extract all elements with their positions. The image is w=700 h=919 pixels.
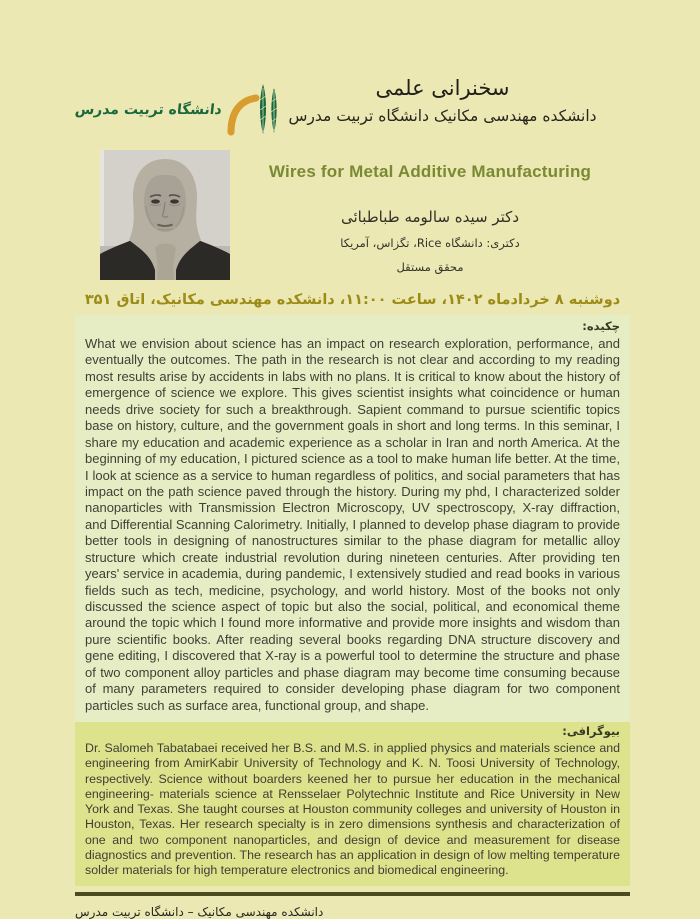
abstract-text: What we envision about science has an impact on research exploration, performance, and eventually the outcomes. The path in the research is not clear and according to my reading most results arise by accidents in labs with no plans. It is critical to know about the history of emergence of science we explore. This gives scientist insights what coincidence or human needs drive society for such a breakthrough. Sapient command to pursue scientific topics base on history, culture, and the government goals in short and long terms. In this seminar, I share my education and academic experience as a scholar in Iran and north America. At the beginning of my education, I pictured science as a tool to make human life better. At the time, I look at science as a service to human regardless of politics, and social parameters that has impact on the path science paved through the history. During my phd, I characterized solder nanoparticles with Transmission Electron Microscopy, UV spectroscopy, X-ray diffraction, and Differential Scanning Calorimetry. Initially, I planned to develop phase diagram to provide better tools in designing of nanostructures similar to the phase diagram for metallic alloy structure which create industrial revolution during nineteen centuries. After providing ten years' service in academia, during pandemic, I extensively studied and read books in various fields such as tech, medicine, psychology, and world history. Most of the books not only discussed the science aspect of topic but also the social, political, and economical theme around the topic which I found more informative and provide more insights and wisdom than pure scientific books. After reading several books regarding DNA structure discovery and gene editing, I discovered that X-ray is a powerful tool to determine the structure and phase of two component alloy particles and phase diagram may become time consuming because of many parameters required to consider developing phase diagram for two component particles such as surface area, functional group, and shape. (85, 336, 620, 713)
speaker-photo (100, 150, 230, 280)
abstract-label: چکیده: (582, 319, 620, 333)
speaker-education: دکتری: دانشگاه Rice، تگزاس، آمریکا (340, 236, 520, 250)
university-logo (75, 74, 255, 140)
speaker-section (75, 150, 630, 280)
schedule-line: دوشنبه ۸ خردادماه ۱۴۰۲، ساعت ۱۱:۰۰، دانشکده مهندسی مکانیک، اتاق ۳۵۱ (84, 292, 621, 308)
biography-section (75, 722, 630, 886)
speaker-info (230, 150, 630, 280)
page-title: سخنرانی علمی (375, 76, 510, 100)
page-subtitle: دانشکده مهندسی مکانیک دانشگاه تربیت مدرس (288, 107, 597, 125)
speaker-name: دکتر سیده سالومه طباطبائی (340, 208, 520, 226)
biography-text: Dr. Salomeh Tabatabaei received her B.S. and M.S. in applied physics and materials science and engineering from AmirKabir University of Technology and K. N. Toosi University of Technology, respectively. Science without boarders keened her to pursue her education in the mechanical engineering- materials science at Rensselaer Polytechnic Institute and Rice University in New York and Texas. She taught courses at Houston community colleges and university of Houston in Houston, Texas. Her research specialty is in zero dimensions synthesis and characterization of one and two component nanoparticles, and design of device and measurement for disease diagnostics and prevention. The research has an application in design of low melting temperature solder materials for high temperature electronics and biomedical engineering. (85, 741, 620, 878)
university-logo-calligraphy: دانشگاه تربیت مدرس (74, 102, 223, 118)
footer (75, 892, 630, 919)
speaker-role: محقق مستقل (396, 260, 464, 274)
abstract-section (75, 315, 630, 722)
header-titles (255, 74, 630, 125)
biography-label: بیوگرافی: (562, 724, 620, 739)
header (75, 74, 630, 140)
footer-divider (75, 892, 630, 896)
talk-title: Wires for Metal Additive Manufacturing (268, 162, 592, 181)
footer-text: دانشکده مهندسی مکانیک – دانشگاه تربیت مدرس (75, 905, 324, 919)
